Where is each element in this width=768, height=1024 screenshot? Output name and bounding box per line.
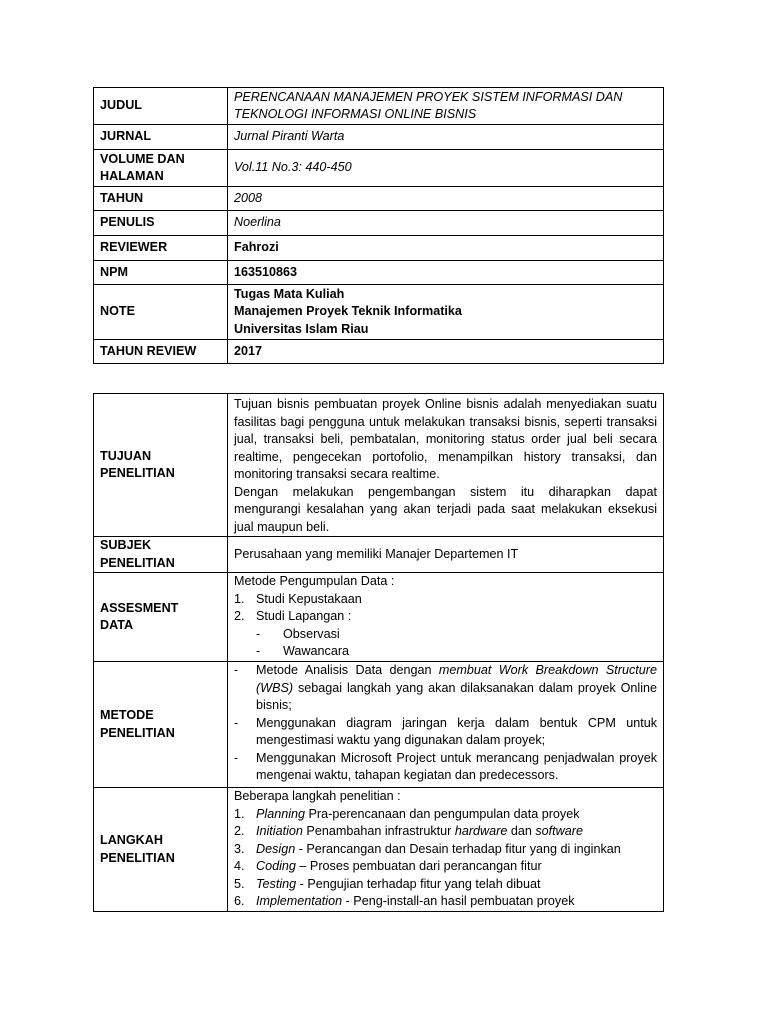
list-item (234, 591, 657, 609)
list-text (256, 876, 657, 894)
sub-list-dash: - (256, 644, 261, 658)
list-text (256, 806, 657, 824)
list-number: 5. (234, 876, 245, 891)
langkah-intro: Beberapa langkah penelitian : (234, 789, 401, 803)
value-note (228, 285, 664, 340)
metode-label-line-2: PENELITIAN (100, 725, 175, 740)
tujuan-paragraph-1: Tujuan bisnis pembuatan proyek Online bisnis adalah menyediakan suatu fasilitas bagi pengguna untuk melakukan transaksi bisnis, seperti transaksi jual, transaksi beli, pembatalan, monitoring status order jual beli secara realtime, pengecekan portofolio, menampilkan history transaksi, dan monitoring transaksi secara realtime. (234, 397, 657, 481)
label-jurnal: JURNAL (94, 125, 228, 150)
value-judul (228, 88, 664, 125)
metode-item1-start: Metode Analisis Data dengan (256, 663, 439, 677)
table-row (94, 88, 664, 125)
list-number: 2. (234, 824, 245, 838)
value-tahun: 2008 (228, 187, 664, 211)
assesment-label-line-1: ASSESMENT (100, 600, 179, 615)
step-term: Design (256, 841, 296, 856)
langkah-label-line-2: PENELITIAN (100, 850, 175, 865)
table-row (94, 537, 664, 573)
step-description: - Perancangan dan Desain terhadap fitur yang di inginkan (295, 841, 621, 856)
step-term: Coding (256, 859, 296, 873)
list-item (234, 608, 657, 626)
value-reviewer: Fahrozi (228, 236, 664, 261)
value-npm: 163510863 (228, 261, 664, 285)
step-connector: dan (507, 824, 536, 838)
table-row (94, 150, 664, 187)
label-subjek (94, 537, 228, 573)
list-dash: - (234, 715, 239, 730)
list-item (234, 662, 657, 715)
value-langkah (228, 788, 664, 912)
step-term: Implementation (256, 894, 343, 908)
list-item (234, 876, 657, 894)
list-text (256, 841, 657, 859)
review-table (93, 393, 664, 912)
list-number: 1. (234, 806, 245, 821)
list-dash: - (234, 750, 239, 765)
list-number: 2. (234, 609, 245, 623)
list-number: 4. (234, 859, 245, 873)
table-row (94, 261, 664, 285)
tujuan-label-line-1: TUJUAN (100, 448, 152, 463)
step-description: Pra-perencanaan dan pengumpulan data proyek (305, 806, 580, 821)
list-text (256, 893, 657, 911)
step-term-hardware: hardware (454, 824, 508, 838)
list-item (234, 715, 657, 750)
label-langkah (94, 788, 228, 912)
table-row (94, 662, 664, 788)
assesment-label-line-2: DATA (100, 618, 134, 632)
value-subjek: Perusahaan yang memiliki Manajer Departemen IT (228, 537, 664, 573)
value-volume: Vol.11 No.3: 440-450 (228, 150, 664, 187)
list-item (234, 823, 657, 841)
judul-line-1: PERENCANAAN MANAJEMEN PROYEK SISTEM INFORMASI DAN (234, 89, 623, 104)
label-penulis: PENULIS (94, 211, 228, 236)
langkah-label-line-1: LANGKAH (100, 833, 163, 847)
value-tahun-review: 2017 (228, 340, 664, 364)
list-item (234, 841, 657, 859)
list-number: 1. (234, 591, 245, 606)
note-line-1: Tugas Mata Kuliah (234, 286, 345, 301)
sub-list-text: Observasi (283, 626, 340, 641)
label-assesment (94, 573, 228, 662)
list-text: Menggunakan Microsoft Project untuk merancang penjadwalan proyek mengenai waktu, tahapan kegiatan dan predecessors. (256, 750, 657, 782)
value-metode (228, 662, 664, 788)
label-judul: JUDUL (94, 88, 228, 125)
table-row (94, 211, 664, 236)
assesment-intro: Metode Pengumpulan Data : (234, 574, 395, 588)
value-penulis: Noerlina (228, 211, 664, 236)
note-line-3: Universitas Islam Riau (234, 321, 369, 336)
list-text (256, 858, 657, 876)
label-tujuan (94, 394, 228, 537)
list-text (256, 662, 657, 715)
table-row (94, 340, 664, 364)
volume-label-line-2: HALAMAN (100, 169, 164, 183)
step-term: Initiation (256, 824, 303, 838)
sub-list-text: Wawancara (283, 644, 350, 658)
note-line-2: Manajemen Proyek Teknik Informatika (234, 304, 462, 319)
metode-item1-end: sebagai langkah yang akan dilaksanakan dalam proyek Online bisnis; (256, 680, 657, 712)
list-text (256, 823, 657, 841)
list-dash: - (234, 663, 239, 677)
subjek-label-line-1: SUBJEK (100, 538, 152, 552)
label-tahun: TAHUN (94, 187, 228, 211)
sub-list-dash: - (256, 626, 261, 641)
value-tujuan (228, 394, 664, 537)
label-note: NOTE (94, 285, 228, 340)
table-row (94, 285, 664, 340)
list-text: Menggunakan diagram jaringan kerja dalam bentuk CPM untuk mengestimasi waktu yang digunakan dalam proyek; (256, 715, 657, 747)
metadata-table (93, 87, 664, 364)
value-assesment (228, 573, 664, 662)
list-item (234, 858, 657, 876)
list-number: 6. (234, 894, 245, 908)
metode-label-line-1: METODE (100, 708, 154, 722)
label-volume (94, 150, 228, 187)
sub-list-item (234, 626, 657, 644)
label-metode (94, 662, 228, 788)
step-description: Penambahan infrastruktur (302, 824, 455, 838)
list-item (234, 893, 657, 911)
step-term-software: software (535, 824, 583, 838)
tujuan-paragraph-2: Dengan melakukan pengembangan sistem itu diharapkan dapat mengurangi kesalahan yang akan terjadi pada saat melakukan eksekusi jual maupun beli. (234, 484, 657, 534)
value-jurnal: Jurnal Piranti Warta (228, 125, 664, 150)
list-item (234, 750, 657, 785)
volume-label-line-1: VOLUME DAN (100, 151, 185, 166)
step-term: Testing (256, 876, 297, 891)
label-npm: NPM (94, 261, 228, 285)
label-reviewer: REVIEWER (94, 236, 228, 261)
step-description: - Peng-install-an hasil pembuatan proyek (342, 894, 575, 908)
table-row (94, 573, 664, 662)
table-row (94, 394, 664, 537)
list-item (234, 806, 657, 824)
metode-item1-emphasis: membuat Work Breakdown Structure (WBS) (256, 663, 658, 695)
table-row (94, 788, 664, 912)
tujuan-label-line-2: PENELITIAN (100, 466, 175, 480)
table-row (94, 236, 664, 261)
table-row (94, 187, 664, 211)
judul-line-2: TEKNOLOGI INFORMASI ONLINE BISNIS (234, 107, 477, 121)
step-description: – Proses pembuatan dari perancangan fitur (295, 859, 542, 873)
subjek-label-line-2: PENELITIAN (100, 555, 175, 570)
label-tahun-review: TAHUN REVIEW (94, 340, 228, 364)
step-description: - Pengujian terhadap fitur yang telah dibuat (296, 876, 541, 891)
list-text: Studi Kepustakaan (256, 591, 362, 606)
table-row (94, 125, 664, 150)
list-number: 3. (234, 841, 245, 856)
list-text: Studi Lapangan : (256, 609, 352, 623)
step-term: Planning (256, 806, 306, 821)
sub-list-item (234, 643, 657, 661)
